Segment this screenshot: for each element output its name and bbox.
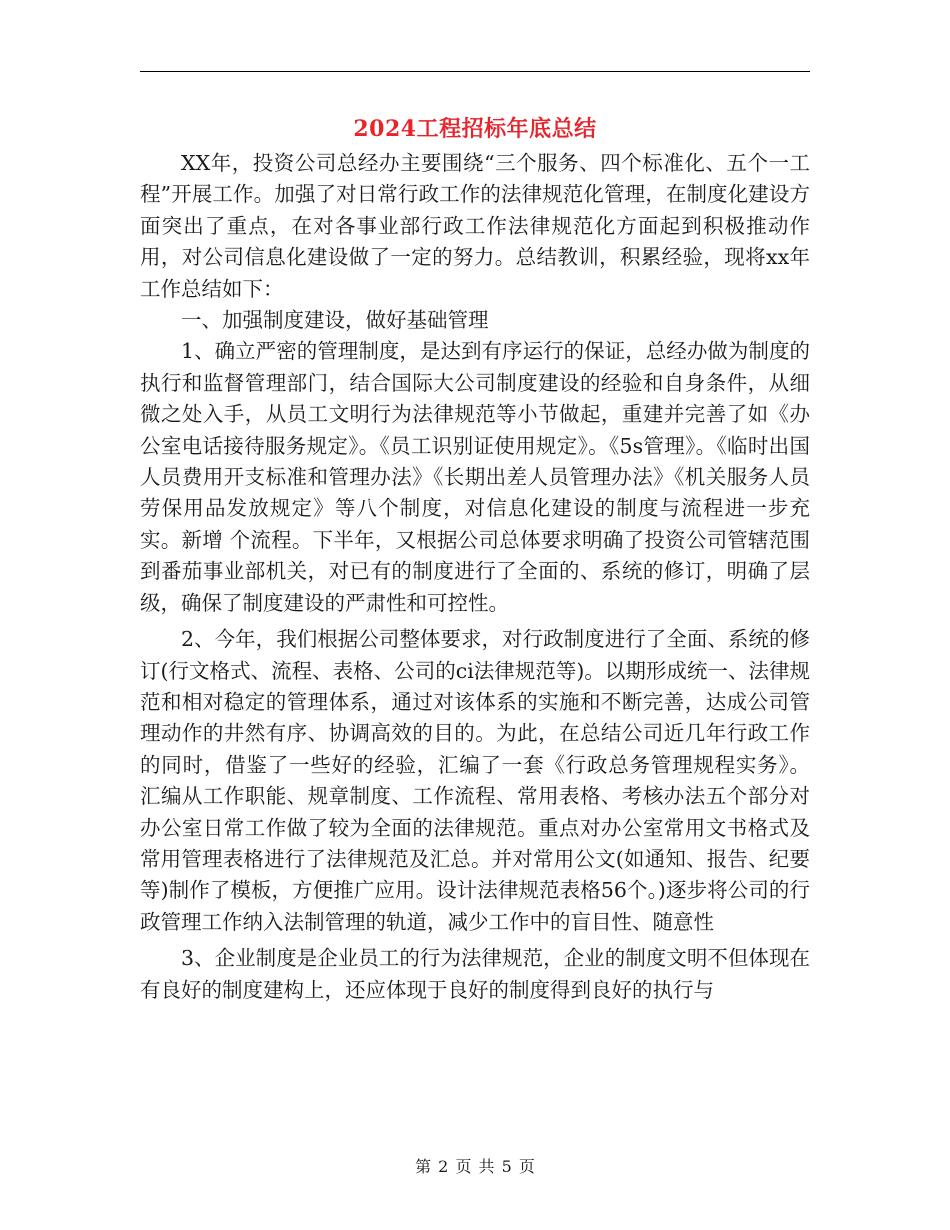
- document-title: 2024工程招标年底总结: [353, 116, 597, 142]
- body-paragraph-3: 3、企业制度是企业员工的行为法律规范，企业的制度文明不但体现在有良好的制度建构上，还应体现于良好的制度得到良好的执行与: [140, 946, 810, 1002]
- body-paragraph-2: 2、今年，我们根据公司整体要求，对行政制度进行了全面、系统的修订(行文格式、流程、表格、公司的ci法律规范等)。以期形成统一、法律规范和相对稳定的管理体系，通过对该体系的实施和不断完善，达成公司管理动作的井然有序、协调高效的目的。为此，在总结公司近几年行政工作的同时，借鉴了一些好的经验，汇编了一套《行政总务管理规程实务》。 汇编从工作职能、规章制度、工作流程、常用表格、考核办法五个部分对办公室日常工作做了较为全面的法律规范。重点对办公室常用文书格式及常用管理表格进行了法律规范及汇总。并对常用公文(如通知、报告、纪要等)制作了模板，方便推广应用。设计法律规范表格56个。)逐步将公司的行政管理工作纳入法制管理的轨道，减少工作中的盲目性、随意性: [140, 627, 810, 934]
- header-rule: [140, 71, 810, 72]
- document-body: [140, 148, 810, 1006]
- section-heading: 一、加强制度建设，做好基础管理: [181, 308, 489, 333]
- body-paragraph-1: 1、确立严密的管理制度，是达到有序运行的保证，总经办做为制度的执行和监督管理部门，结合国际大公司制度建设的经验和自身条件，从细微之处入手，从员工文明行为法律规范等小节做起，重建并完善了如《办公室电话接待服务规定》。《员工识别证使用规定》。《5s管理》。《临时出国人员费用开支标准和管理办法》《长期出差人员管理办法》《机关服务人员劳保用品发放规定》等八个制度，对信息化建设的制度与流程进一步充实。新增 个流程。下半年，又根据公司总体要求明确了投资公司管辖范围到番茄事业部机关，对已有的制度进行了全面的、系统的修订，明确了层级，确保了制度建设的严肃性和可控性。: [140, 339, 810, 615]
- intro-paragraph: XX年，投资公司总经办主要围绕“三个服务、四个标准化、五个一工程”开展工作。加强了对日常行政工作的法律规范化管理，在制度化建设方面突出了重点，在对各事业部行政工作法律规范化方面起到积极推动作用，对公司信息化建设做了一定的努力。总结教训，积累经验，现将xx年工作总结如下：: [140, 151, 810, 301]
- page-number-footer: 第 2 页 共 5 页: [415, 1157, 535, 1176]
